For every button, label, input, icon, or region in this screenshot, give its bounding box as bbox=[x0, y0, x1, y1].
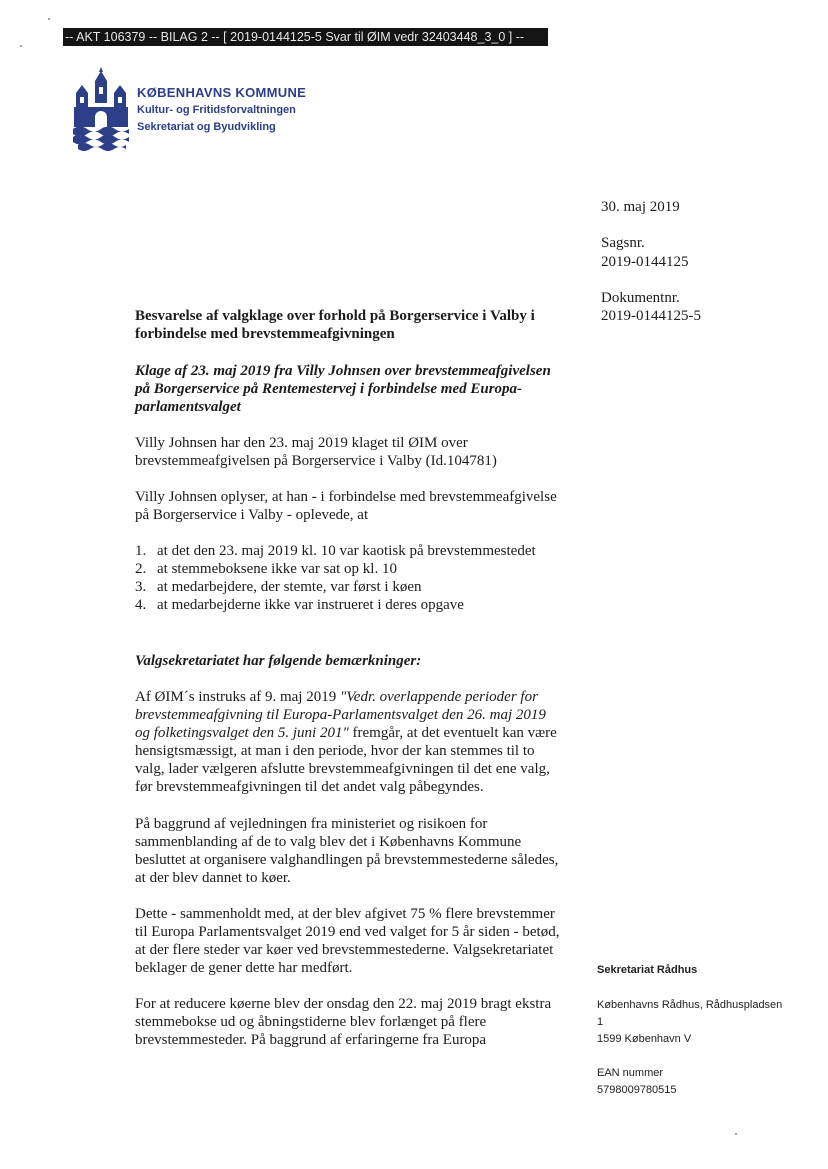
department-unit: Sekretariat og Byudvikling bbox=[137, 121, 276, 133]
scan-speck bbox=[48, 18, 50, 20]
document-title: Besvarelse af valgklage over forhold på Borgerservice i Valby i forbindelse med brevstemmeafgivningen bbox=[135, 308, 535, 342]
complaint-points-list bbox=[135, 542, 536, 614]
list-item: 2. at stemmeboksene ikke var sat op kl. 10 bbox=[135, 561, 397, 577]
case-number-value: 2019-0144125 bbox=[601, 254, 689, 270]
sidebar-address: Københavns Rådhus, Rådhuspladsen 1 1599 København V bbox=[597, 999, 783, 1045]
department-name: Kultur- og Fritidsforvaltningen bbox=[137, 104, 296, 116]
paragraph-statement: Villy Johnsen oplyser, at han - i forbindelse med brevstemmeafgivelse på Borgerservice i Valby - oplevede, at bbox=[135, 489, 557, 523]
document-date: 30. maj 2019 bbox=[601, 199, 680, 215]
list-item: 1. at det den 23. maj 2019 kl. 10 var kaotisk på brevstemmestedet bbox=[135, 543, 536, 559]
organization-logo bbox=[137, 85, 306, 135]
paragraph-apology: Dette - sammenholdt med, at der blev afgivet 75 % flere brevstemmer til Europa Parlamentsvalget 2019 end ved valget for 5 år siden - betød, at der flere steder var køer ved brevstemmestederne. Valgsekretariatet beklager de gener dette har medført. bbox=[135, 906, 560, 976]
paragraph-decision: På baggrund af vejledningen fra ministeriet og risikoen for sammenblanding af de to valg blev det i Københavns Kommune besluttet at organisere valghandlingen på brevstemmestederne således, at der blev dannet to køer. bbox=[135, 816, 559, 886]
paragraph-complaint: Villy Johnsen har den 23. maj 2019 klaget til ØIM over brevstemmeafgivelsen på Borgerservice i Valby (Id.104781) bbox=[135, 435, 497, 469]
case-number-label: Sagsnr. bbox=[601, 235, 645, 251]
list-item: 3. at medarbejdere, der stemte, var først i køen bbox=[135, 579, 422, 595]
section-heading: Valgsekretariatet har følgende bemærkninger: bbox=[135, 653, 422, 669]
organization-name: KØBENHAVNS KOMMUNE bbox=[137, 85, 307, 100]
document-number-label: Dokumentnr. bbox=[601, 290, 680, 306]
sidebar-unit-name: Sekretariat Rådhus bbox=[597, 964, 698, 976]
scan-speck bbox=[735, 1133, 737, 1135]
document-stamp-banner: -- AKT 106379 -- BILAG 2 -- [ 2019-0144125-5 Svar til ØIM vedr 32403448_3_0 ] -- bbox=[63, 28, 548, 46]
city-crest-icon bbox=[70, 65, 132, 151]
sidebar-ean: EAN nummer 5798009780515 bbox=[597, 1067, 677, 1096]
document-number-value: 2019-0144125-5 bbox=[601, 308, 701, 324]
paragraph-measures: For at reducere køerne blev der onsdag den 22. maj 2019 bragt ekstra stemmebokse ud og åbningstiderne blev forlænget på flere brevstemmesteder. På baggrund af erfaringerne fra Europa bbox=[135, 996, 552, 1048]
scan-speck bbox=[20, 45, 22, 47]
document-subtitle: Klage af 23. maj 2019 fra Villy Johnsen over brevstemmeafgivelsen på Borgerservice på Rentemestervej i forbindelse med Europa- parlamentsvalget bbox=[135, 363, 551, 415]
list-item: 4. at medarbejderne ikke var instrueret i deres opgave bbox=[135, 597, 464, 613]
paragraph-instruction: Af ØIM´s instruks af 9. maj 2019 "Vedr. overlappende perioder for brevstemmeafgivning til Europa-Parlamentsvalget den 26. maj 2019 og folketingsvalget den 5. juni 201" fremgår, at det eventuelt kan være hensigtsmæssigt, at man i den periode, hvor der kan stemmes til to valg, lader vælgeren afslutte brevstemmeafgivningen til det ene valg, før brevstemmeafgivningen til det andet valg påbegyndes. bbox=[135, 689, 557, 795]
